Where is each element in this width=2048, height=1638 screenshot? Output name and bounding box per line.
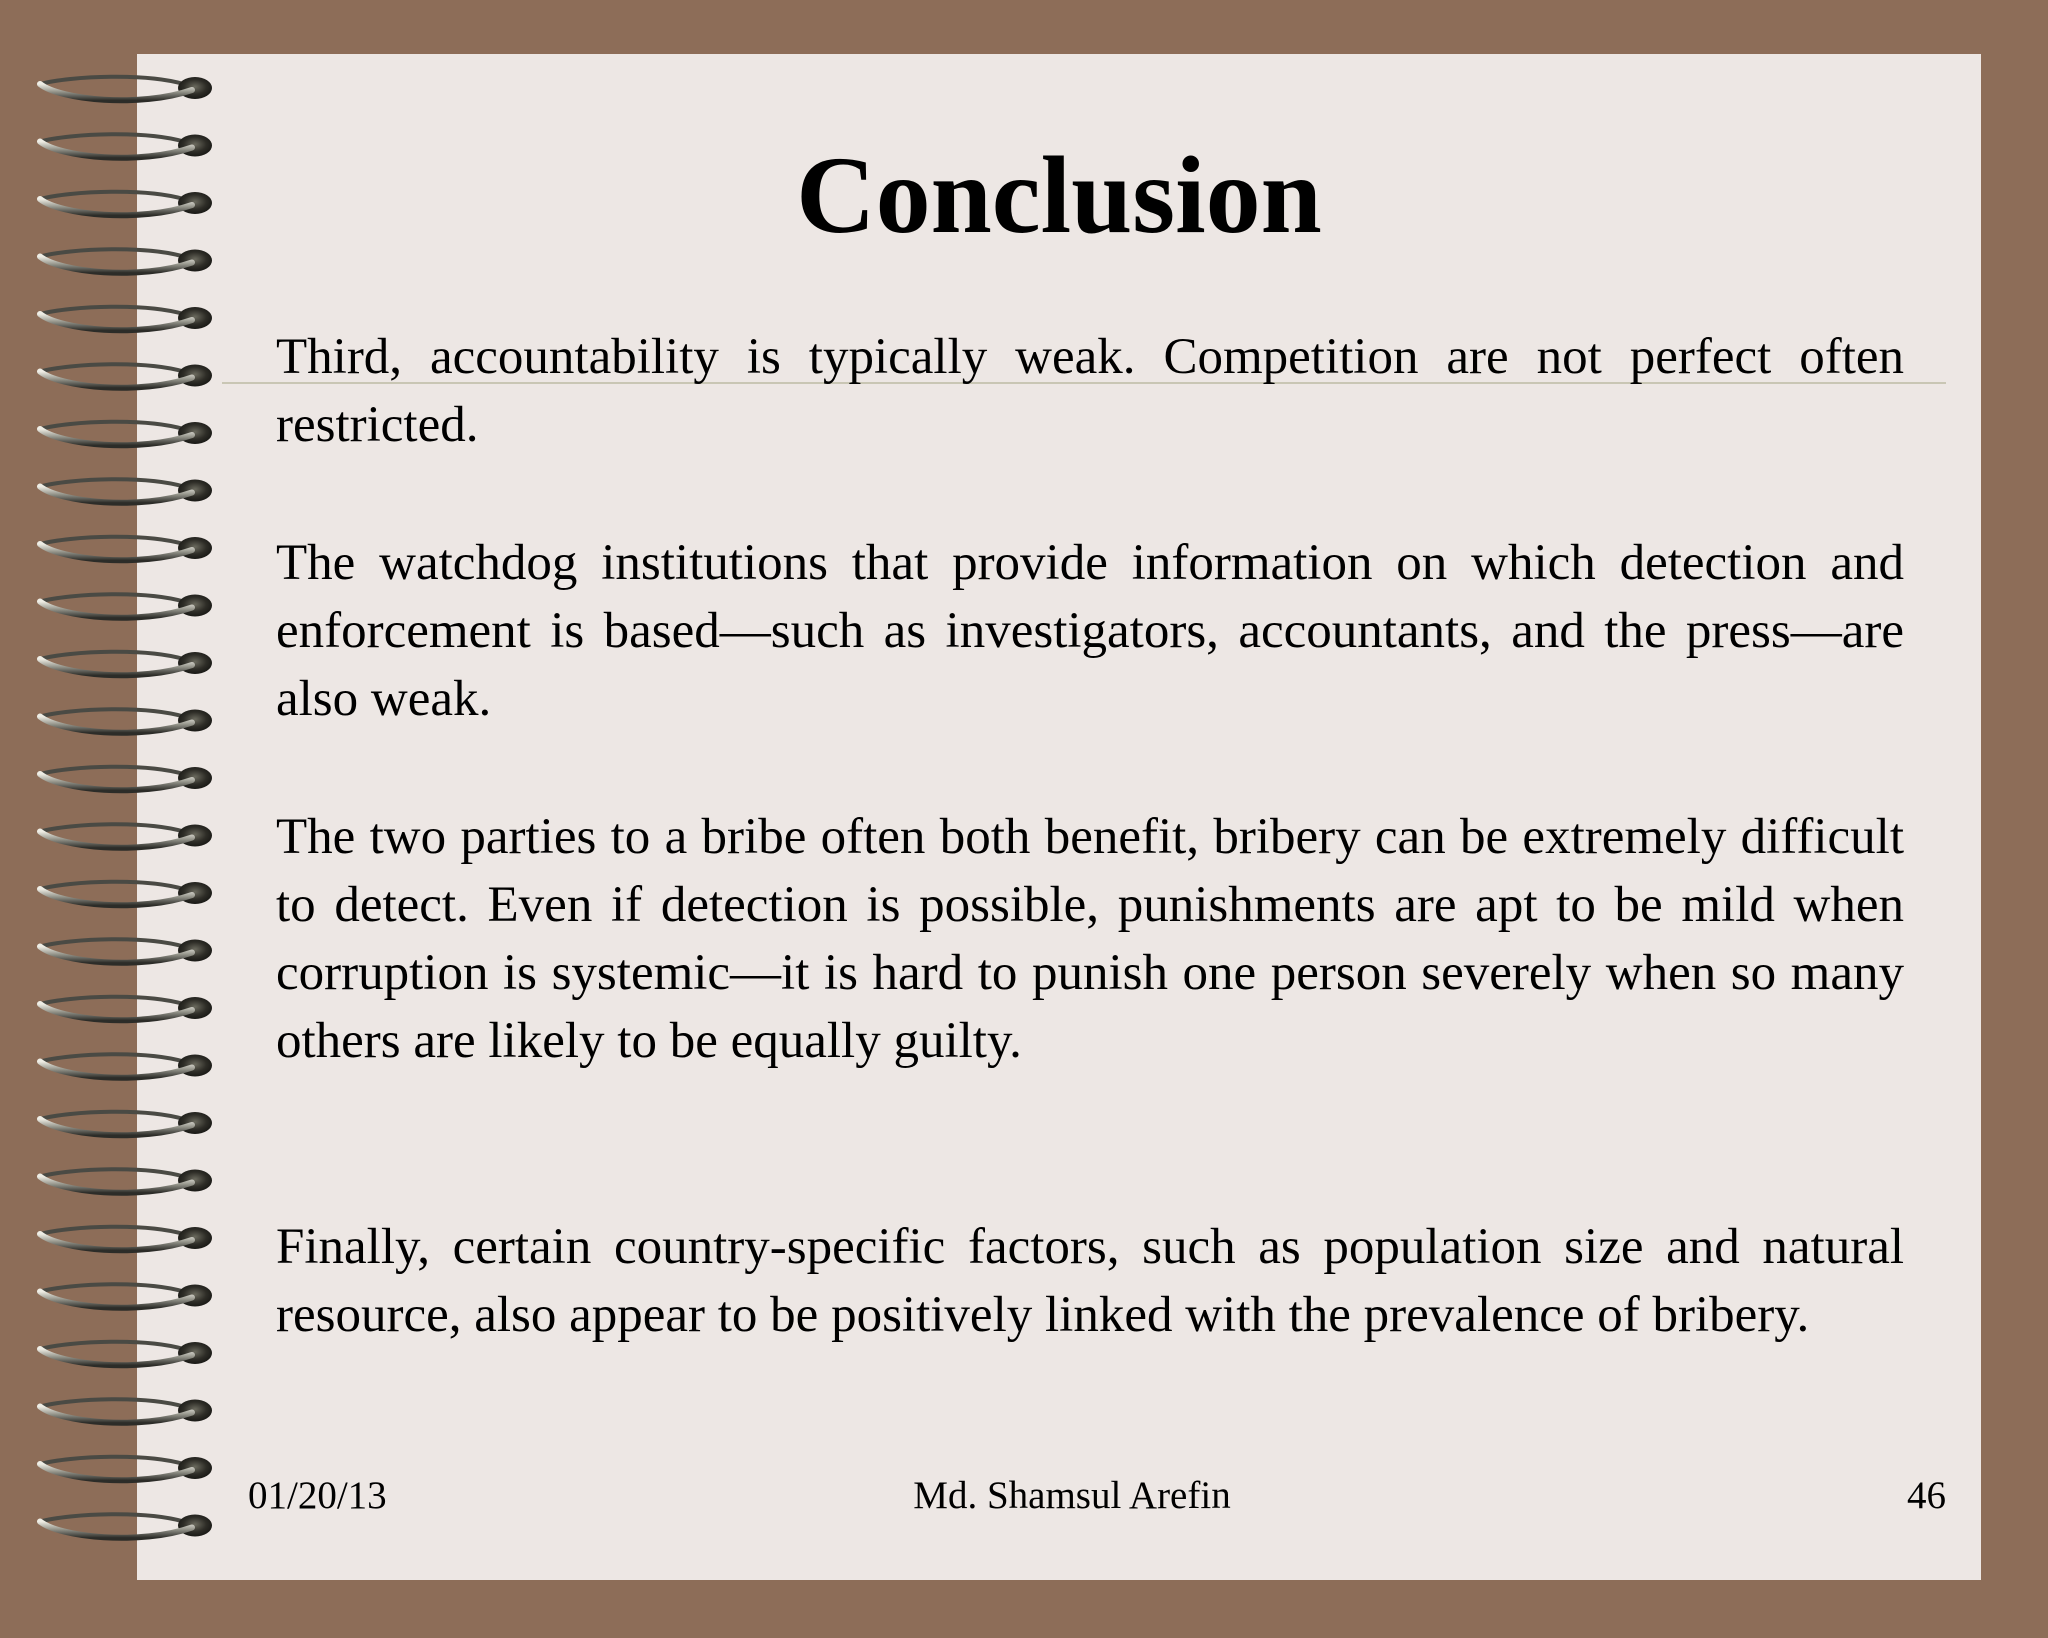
spiral-coil (40, 1342, 212, 1366)
spiral-coil (40, 824, 212, 848)
spiral-coil (40, 1169, 212, 1193)
spiral-coil (40, 422, 212, 446)
spiral-coil (40, 767, 212, 791)
spiral-coil (40, 479, 212, 503)
footer-date: 01/20/13 (248, 1474, 387, 1517)
spiral-coil (40, 709, 212, 733)
spiral-coil (40, 1054, 212, 1078)
spiral-coil (40, 1112, 212, 1136)
spiral-coil (40, 364, 212, 388)
spiral-coil (40, 537, 212, 561)
spiral-coil (40, 939, 212, 963)
paragraph-accountability: Third, accountability is typically weak. Competition are not perfect often restricted. (276, 329, 1904, 453)
spiral-coil (40, 652, 212, 676)
paragraph-bribery-detection: The two parties to a bribe often both benefit, bribery can be extremely difficult to detect. Even if detection is possible, punishments are apt to be mild when corruption is systemic—it is hard to punish one person severely when so many others are likely to be equally guilty. (276, 809, 1904, 1069)
spiral-coil (40, 997, 212, 1021)
spiral-coil (40, 1227, 212, 1251)
slide-title: Conclusion (796, 134, 1322, 256)
spiral-coil (40, 882, 212, 906)
spiral-coil (40, 594, 212, 618)
paragraph-watchdog-institutions: The watchdog institutions that provide information on which detection and enforcement is based—such as investigators, accountants, and the press—are also weak. (276, 535, 1904, 727)
spiral-coil (40, 307, 212, 331)
footer-page-number: 46 (1907, 1474, 1946, 1517)
paragraph-country-factors: Finally, certain country-specific factors, such as population size and natural resource, also appear to be positively linked with the prevalence of bribery. (276, 1219, 1904, 1343)
footer-author: Md. Shamsul Arefin (913, 1474, 1231, 1517)
spiral-coil (40, 77, 212, 101)
spiral-coil (40, 1284, 212, 1308)
spiral-coil (40, 1399, 212, 1423)
